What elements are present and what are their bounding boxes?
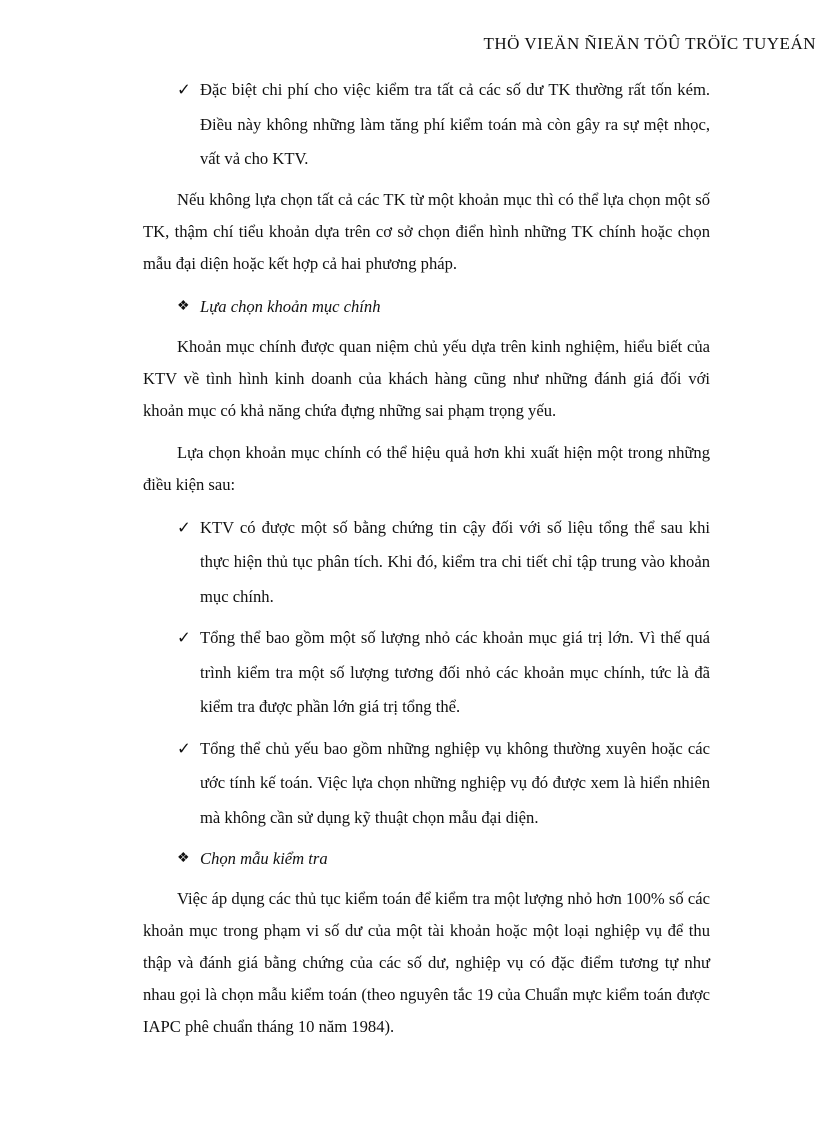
section-heading-text: Lựa chọn khoản mục chính <box>200 296 381 316</box>
section-heading-text: Chọn mẫu kiểm tra <box>200 849 328 868</box>
paragraph: Nếu không lựa chọn tất cả các TK từ một khoản mục thì có thể lựa chọn một số TK, thậm chí tiểu khoản dựa trên cơ sở chọn điển hình những TK chính hoặc chọn mẫu đại diện hoặc kết hợp cả hai phương pháp. <box>143 189 710 273</box>
section-heading <box>143 842 710 876</box>
bullet-item <box>143 732 710 836</box>
checkmark-icon: ✓ <box>177 80 191 99</box>
bullet-item <box>143 73 710 177</box>
section-heading <box>143 290 710 324</box>
paragraph: Lựa chọn khoản mục chính có thể hiệu quả hơn khi xuất hiện một trong những điều kiện sau: <box>143 442 710 494</box>
checkmark-icon: ✓ <box>177 738 191 758</box>
paragraph: Khoản mục chính được quan niệm chủ yếu dựa trên kinh nghiệm, hiểu biết của KTV về tình hình kinh doanh của khách hàng cũng như những đánh giá đối với khoản mục có khả năng chứa đựng những sai phạm trọng yếu. <box>143 336 710 420</box>
bullet-text: Tổng thể bao gồm một số lượng nhỏ các khoản mục giá trị lớn. Vì thế quá trình kiểm tra một số lượng tương đối nhỏ các khoản mục chính, tức là đã kiểm tra được phần lớn giá trị tổng thể. <box>200 628 710 716</box>
bullet-text: Đặc biệt chi phí cho việc kiểm tra tất cả các số dư TK thường rất tốn kém. Điều này không những làm tăng phí kiểm toán mà còn gây ra sự mệt nhọc, vất vả cho KTV. <box>200 80 710 168</box>
paragraph: Việc áp dụng các thủ tục kiểm toán để kiểm tra một lượng nhỏ hơn 100% số các khoản mục trong phạm vi số dư của một tài khoản hoặc một loại nghiệp vụ để thu thập và đánh giá bằng chứng của các số dư, nghiệp vụ có đặc điểm tương tự như nhau gọi là chọn mẫu kiểm toán (theo nguyên tắc 19 của Chuẩn mực kiểm toán được IAPC phê chuẩn tháng 10 năm 1984). <box>143 889 710 1036</box>
bullet-text: Tổng thể chủ yếu bao gồm những nghiệp vụ không thường xuyên hoặc các ước tính kế toán. Việc lựa chọn những nghiệp vụ đó được xem là hiển nhiên mà không cần sử dụng kỹ thuật chọn mẫu đại diện. <box>200 738 710 827</box>
checkmark-icon: ✓ <box>177 628 191 647</box>
page-header: THÖ VIEÄN ÑIEÄN TÖÛ TRÖÏC TUYEÁN <box>483 34 816 53</box>
document-body <box>143 73 710 1053</box>
bullet-item <box>143 621 710 725</box>
checkmark-icon: ✓ <box>177 517 191 537</box>
diamond-bullet-icon: ❖ <box>177 298 190 314</box>
diamond-bullet-icon: ❖ <box>177 851 190 866</box>
bullet-text: KTV có được một số bằng chứng tin cậy đối với số liệu tổng thể sau khi thực hiện thủ tục phân tích. Khi đó, kiểm tra chi tiết chỉ tập trung vào khoản mục chính. <box>200 517 710 606</box>
bullet-item <box>143 511 710 615</box>
